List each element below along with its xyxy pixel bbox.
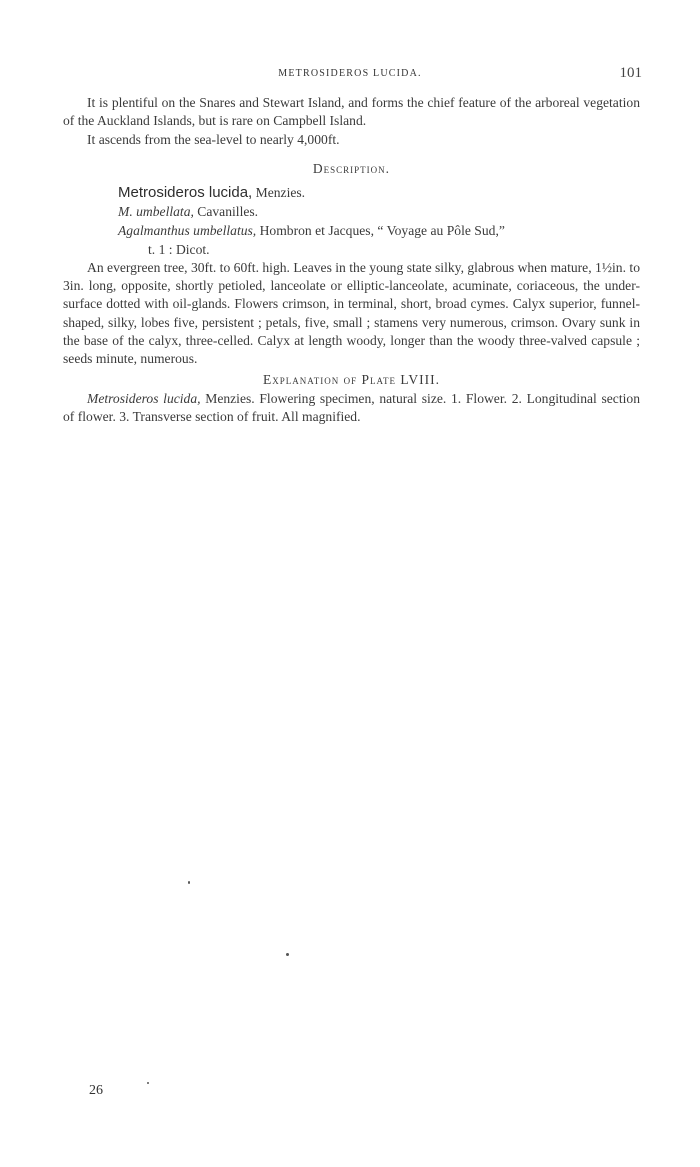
print-speck: [286, 953, 289, 956]
synonymy-block: [63, 183, 640, 259]
synonym-2-reference: Hombron et Jacques, “ Voyage au Pôle Sud,”: [256, 222, 505, 238]
species-name: Metrosideros lucida,: [118, 183, 253, 201]
synonym-1-author: Cavanilles.: [193, 203, 259, 219]
intro-paragraph-2: It ascends from the sea-level to nearly 4,000ft.: [87, 131, 340, 147]
plate-explanation-text: Menzies. Flowering specimen, natural size. 1. Flower. 2. Longitudinal section of flower. 3. Transverse section of fruit. All magnified.: [63, 390, 640, 424]
species-author: Menzies.: [252, 184, 306, 200]
description-heading: Description.: [312, 160, 391, 176]
plate-species-name: Metrosideros lucida,: [87, 390, 201, 406]
synonym-line-2: [118, 221, 640, 240]
synonym-1-name: M. umbellata,: [118, 203, 194, 219]
body-text: [63, 94, 640, 426]
running-title: METROSIDEROS LUCIDA.: [278, 68, 422, 79]
intro-paragraph-1: It is plentiful on the Snares and Stewart Island, and forms the chief feature of the arboreal vegetation of the Auckland Islands, but is rare on Campbell Island.: [63, 95, 640, 129]
plate-explanation: [63, 390, 640, 427]
synonym-line-2-continued: t. 1 : Dicot.: [148, 241, 210, 257]
print-speck: [147, 1082, 149, 1084]
running-head: [0, 66, 700, 82]
synonym-2-name: Agalmanthus umbellatus,: [118, 222, 257, 238]
print-speck: [188, 881, 190, 884]
plate-heading: Explanation of Plate LVIII.: [263, 371, 440, 387]
species-name-line: [118, 183, 640, 202]
description-paragraph: An evergreen tree, 30ft. to 60ft. high. Leaves in the young state silky, glabrous when mature, 1½in. to 3in. long, opposite, shortly petioled, lanceolate or elliptic-lanceolate, acuminate, coriaceous, the under-surface dotted with oil-glands. Flowers crimson, in terminal, short, broad cymes. Calyx superior, funnel-shaped, silky, lobes five, persistent ; petals, five, small ; stamens very numerous, crimson. Ovary sunk in the base of the calyx, three-celled. Calyx at length woody, longer than the woody three-valved capsule ; seeds minute, numerous.: [63, 259, 640, 367]
synonym-line-1: [118, 202, 640, 221]
page-number: 101: [619, 65, 642, 81]
signature-mark: 26: [89, 1083, 103, 1098]
